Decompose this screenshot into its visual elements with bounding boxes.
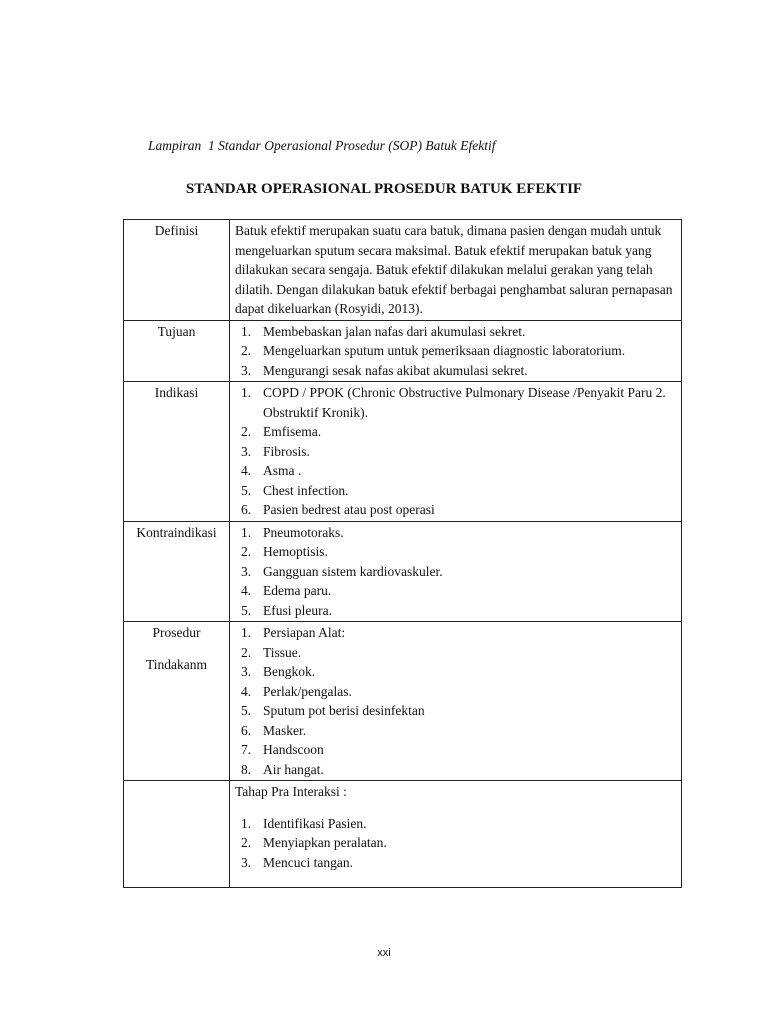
item-text: Bengkok. xyxy=(263,664,316,679)
tujuan-list xyxy=(235,322,678,381)
item-text: Persiapan Alat: xyxy=(263,625,346,640)
indikasi-content xyxy=(230,382,682,522)
list-item xyxy=(235,853,678,873)
item-text: Gangguan sistem kardiovaskuler. xyxy=(263,563,443,579)
item-number: 3. xyxy=(241,854,252,870)
item-number: 3. xyxy=(241,664,252,679)
list-item xyxy=(235,721,678,741)
page-number: xxi xyxy=(377,947,391,959)
item-text: COPD / PPOK (Chronic Obstructive Pulmonary Disease /Penyakit Paru 2. Obstruktif Kronik). xyxy=(263,385,666,420)
list-item xyxy=(235,422,678,442)
list-item xyxy=(235,523,678,543)
label-prosedur-line1: Prosedur xyxy=(152,625,201,640)
tujuan-content xyxy=(230,320,682,382)
item-number: 6. xyxy=(241,502,252,517)
item-text: Perlak/pengalas. xyxy=(263,683,352,699)
item-number: 1. xyxy=(241,625,252,640)
pra-interaksi-list xyxy=(235,814,678,873)
item-number: 5. xyxy=(241,703,252,718)
item-number: 4. xyxy=(241,463,252,478)
item-text: Fibrosis. xyxy=(263,443,310,459)
list-item xyxy=(235,361,678,381)
pra-interaksi-content xyxy=(230,781,682,888)
item-number: 5. xyxy=(241,602,252,618)
label-empty xyxy=(124,781,230,888)
list-item xyxy=(235,461,678,481)
item-number: 1. xyxy=(241,524,252,540)
item-text: Menyiapkan peralatan. xyxy=(263,835,387,850)
item-number: 2. xyxy=(241,544,252,559)
row-kontraindikasi xyxy=(124,521,682,622)
list-item xyxy=(235,814,678,834)
item-text: Edema paru. xyxy=(263,583,332,598)
item-number: 3. xyxy=(241,362,252,378)
list-item xyxy=(235,643,678,663)
list-item xyxy=(235,442,678,462)
list-item xyxy=(235,833,678,853)
row-pra-interaksi xyxy=(124,781,682,888)
appendix-caption: Lampiran 1 Standar Operasional Prosedur (SOP) Batuk Efektif xyxy=(148,138,496,153)
item-number: 2. xyxy=(241,343,252,358)
item-number: 5. xyxy=(241,482,252,498)
item-number: 1. xyxy=(241,323,252,339)
definisi-text: Batuk efektif merupakan suatu cara batuk, dimana pasien dengan mudah untuk mengeluarkan sputum secara maksimal. Batuk efektif merupakan batuk yang dilakukan secara sengaja. Batuk efektif dilakukan melalui gerakan yang telah dilatih. Dengan dilakukan batuk efektif berbagai penghambat saluran pernapasan dapat dikeluarkan (Rosyidi, 2013). xyxy=(235,223,673,316)
label-kontraindikasi: Kontraindikasi xyxy=(124,521,230,622)
list-item xyxy=(235,481,678,501)
row-definisi xyxy=(124,220,682,321)
item-text: Masker. xyxy=(263,722,307,738)
pra-interaksi-heading: Tahap Pra Interaksi : xyxy=(235,784,347,799)
item-number: 2. xyxy=(241,644,252,660)
label-definisi: Definisi xyxy=(124,220,230,321)
list-item xyxy=(235,601,678,621)
kontraindikasi-content xyxy=(230,521,682,622)
list-item xyxy=(235,701,678,721)
item-text: Membebaskan jalan nafas dari akumulasi sekret. xyxy=(263,323,526,339)
row-tujuan xyxy=(124,320,682,382)
item-text: Pasien bedrest atau post operasi xyxy=(263,502,435,517)
list-item xyxy=(235,542,678,562)
item-number: 3. xyxy=(241,563,252,579)
list-item xyxy=(235,562,678,582)
prosedur-list xyxy=(235,623,678,779)
label-tujuan: Tujuan xyxy=(124,320,230,382)
item-text: Efusi pleura. xyxy=(263,602,332,618)
item-text: Sputum pot berisi desinfektan xyxy=(263,703,425,718)
item-number: 4. xyxy=(241,683,252,699)
item-number: 8. xyxy=(241,761,252,777)
list-item xyxy=(235,341,678,361)
list-item xyxy=(235,581,678,601)
kontraindikasi-list xyxy=(235,523,678,621)
item-number: 2. xyxy=(241,424,252,439)
sop-table xyxy=(123,219,682,888)
list-item xyxy=(235,383,678,422)
item-number: 2. xyxy=(241,835,252,850)
list-item xyxy=(235,623,678,643)
row-indikasi xyxy=(124,382,682,522)
item-number: 4. xyxy=(241,583,252,598)
item-text: Chest infection. xyxy=(263,482,349,498)
item-text: Air hangat. xyxy=(263,761,324,777)
item-text: Mengeluarkan sputum untuk pemeriksaan diagnostic laboratorium. xyxy=(263,343,626,358)
item-text: Mengurangi sesak nafas akibat akumulasi sekret. xyxy=(263,362,528,378)
definisi-content xyxy=(230,220,682,321)
label-gap xyxy=(124,643,229,655)
item-text: Asma . xyxy=(263,463,302,478)
label-prosedur-line2: Tindakanm xyxy=(145,656,207,672)
row-prosedur xyxy=(124,622,682,781)
item-text: Handscoon xyxy=(263,742,324,757)
indikasi-list xyxy=(235,383,678,520)
label-prosedur xyxy=(124,622,230,781)
item-number: 3. xyxy=(241,443,252,459)
list-item xyxy=(235,500,678,520)
list-item xyxy=(235,682,678,702)
label-indikasi: Indikasi xyxy=(124,382,230,522)
item-text: Hemoptisis. xyxy=(263,544,328,559)
item-number: 1. xyxy=(241,815,252,831)
list-item xyxy=(235,322,678,342)
item-text: Emfisema. xyxy=(263,424,322,439)
list-item xyxy=(235,740,678,760)
document-title: STANDAR OPERASIONAL PROSEDUR BATUK EFEKTIF xyxy=(185,181,583,197)
item-number: 1. xyxy=(241,385,252,400)
list-item xyxy=(235,760,678,780)
item-number: 6. xyxy=(241,722,252,738)
item-number: 7. xyxy=(241,742,252,757)
item-text: Tissue. xyxy=(263,644,302,660)
item-text: Identifikasi Pasien. xyxy=(263,815,367,831)
item-text: Mencuci tangan. xyxy=(263,854,353,870)
prosedur-content xyxy=(230,622,682,781)
item-text: Pneumotoraks. xyxy=(263,524,344,540)
list-item xyxy=(235,662,678,682)
